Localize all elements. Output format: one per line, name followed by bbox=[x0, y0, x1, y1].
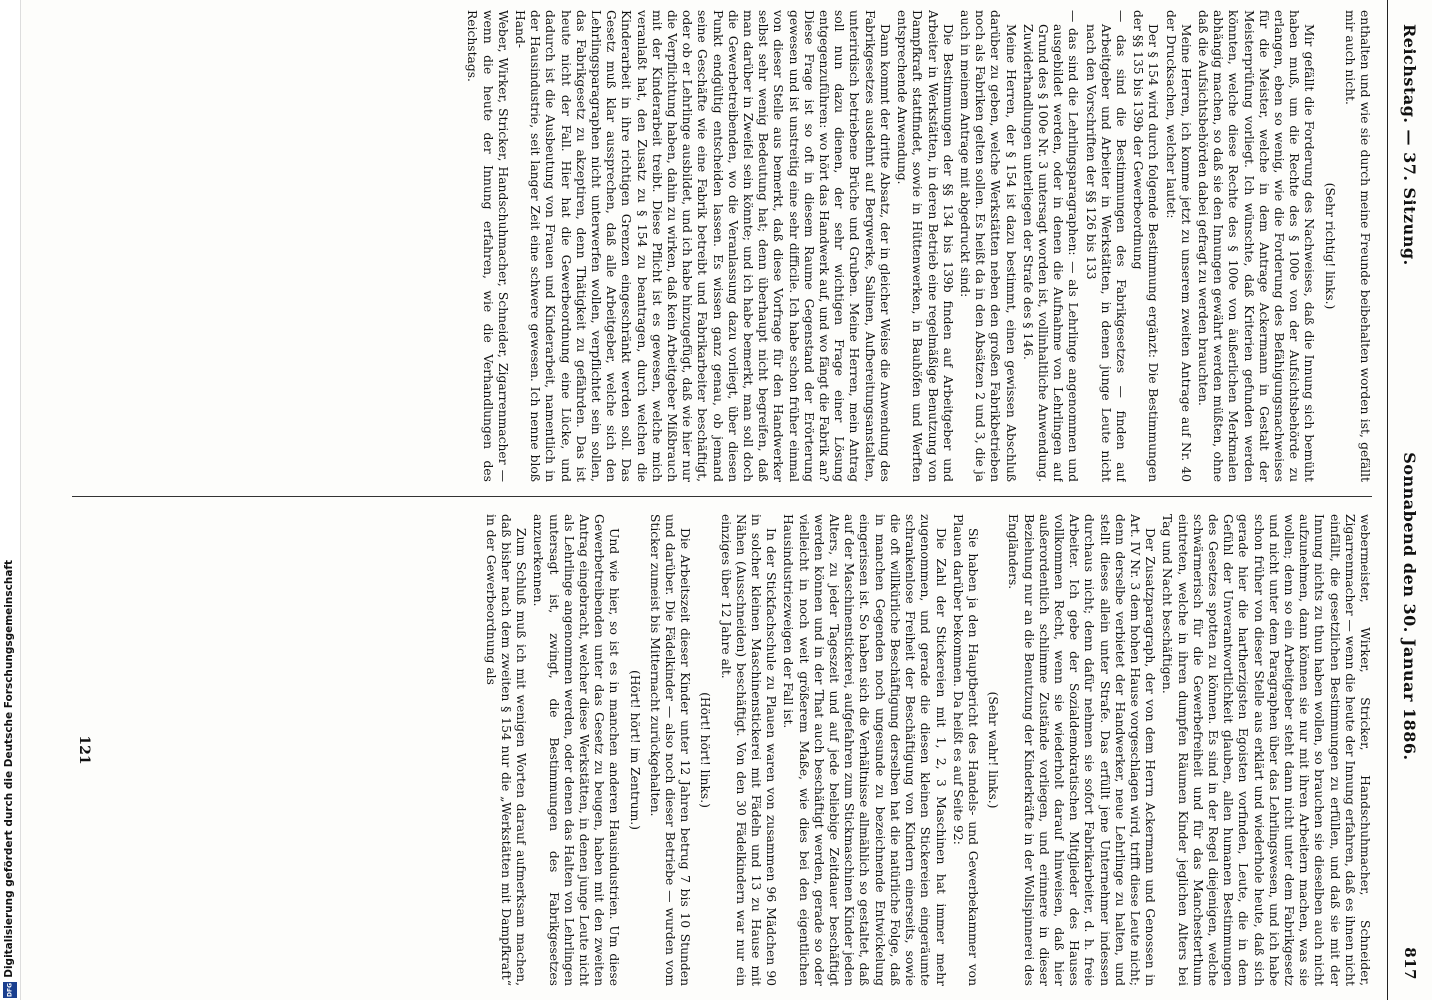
header-page-number: 817 bbox=[1401, 947, 1419, 980]
dfg-logo: DFG bbox=[3, 982, 17, 998]
paragraph: — das sind die Lehrlingsparagraphen: — als Lehrlinge angenommen und ausgebildet werden, oder in denen die Aufnahme von Lehrlingen auf Grund des § 100e Nr. 3 untersagt worden ist, vollinhaltliche Anwendung. Zuwiderhandlungen unterliegen der Strafe des § 146. bbox=[1020, 10, 1081, 482]
interjection: (Hört! hört! im Zentrum.) bbox=[627, 670, 642, 830]
paragraph: Meine Herren, ich komme jetzt zu unserem zweiten Antrage auf Nr. 40 der Drucksachen, welcher lautet: bbox=[1163, 10, 1193, 482]
paragraph: Dann kommt der dritte Absatz, der in gleicher Weise die Anwendung des Fabrikgesetzes ausdehnt auf Bergwerke, Salinen, Aufbereitungsanstalten, unterirdisch betriebene Brüche und Gruben. Meine Herren, mein Antrag soll nun dazu dienen, der sehr wichtigen Frage einer Lösung entgegenzuführen: wo hört das Handwerk auf, und wo fängt die Fabrik an? Diese Frage ist so oft in diesem Raume Gegenstand der Erörterung gewesen und ist unstreitig eine sehr difficile. Ich habe schon früher einmal von dieser Stelle aus bemerkt, daß diese Vorfrage für den Handwerker selbst sehr wenig Bedeutung hat; denn überhaupt nicht begreifen, daß man darüber in Zweifel sein könnte; und ich habe bemerkt, man soll doch die Gewerbetreibenden, wo die Veranlassung dazu vorliegt, über diesen Punkt endgültig entscheiden lassen. Es wissen ganz genau, ob jemand seine Geschäfte wie eine Fabrik betreibt und Fabrikarbeiter beschäftigt, oder ob er Lehrlinge ausbildet, und ich habe hinzugefügt, daß wie hier nur die Verpflichtung haben, dahin zu wirken, daß kein Arbeitgeber Mißbrauch mit der Kinderarbeit treibt. Diese Pflicht ist es gewesen, welche mich veranlaßt hat, den Zusatz zu § 154 zu beantragen, durch welchen die Kinderarbeit in ihre richtigen Grenzen eingeschränkt werden soll. Das Gesetz muß klar aussprechen, daß alle Arbeitgeber, welche sich den Lehrlingsparagraphen nicht unterwerfen wollen, verpflichtet sein sollen, das Fabrikgesetz zu akzeptiren, denn Thätigkeit zu gefährden. Das ist heute nicht der Fall. Hier hat die Gewerbeordnung eine Lücke, und dadurch ist die Ausbeutung von Frauen und Kinderarbeit, namentlich in der Hausindustrie, seit langer Zeit eine schwere gewesen. Ich nenne bloß Hand- bbox=[513, 10, 892, 482]
paragraph: enthalten und wie sie durch meine Freunde beibehalten worden ist, gefällt mir auch nicht. bbox=[1342, 10, 1372, 482]
digitization-sidebar bbox=[0, 0, 21, 1000]
left-column bbox=[32, 10, 1372, 482]
rotated-page-content bbox=[12, 0, 1432, 1000]
interjection: (Sehr richtig! links.) bbox=[1322, 182, 1337, 310]
paragraph: webermeister, Wirker, Stricker, Handschuhmacher, Schneider, Zigarrenmacher — wenn die heute der Innung erfahren, daß es ihnen nicht einfällt, die gesetzlichen Bestimmungen zu erfüllen, und daß sie mit der Innung nichts zu thun haben wollen, so brauchen sie dieselben auch nicht aufzunehmen, dann können sie nur mit ihren Arbeitern machen, was sie wollen; denn so ein Arbeitgeber steht dann nicht unter dem Fabrikgesetz und nicht unter dem Paragraphen über das Lehrlingswesen, und ich habe schon früher von dieser Stelle aus erklärt und wiederhole heute, daß sich gerade hier die hartherzigsten Egoisten vorfinden, Leute, die in dem Gefühl der Unverantwortlichkeit glauben, allen humanen Bestimmungen des Gesetzes spotten zu können. Es sind in der Regel diejenigen, welche schwärmerisch für die Gewerbefreiheit und für das Manchesterthum eintreten, welche in ihren dumpfen Räumen Kinder jeglichen Alters bei Tag und Nacht beschäftigen. bbox=[1160, 514, 1372, 986]
paragraph: Mir gefällt die Forderung des Nachweises, daß die Innung sich bemüht haben muß, um die Rechte des § 100e von der Aufsichtsbehörde zu erlangen, eben so wenig, wie die Forderung des Befähigungsnachweises für die Meister, welche in dem Antrage Ackermann in Gestalt der Meisterprüfung vorliegt. Ich wünschte, daß Kriterien gefunden werden könnten, welche diese Rechte des § 100e von äußerlichen Merkmalen abhängig machen, so daß sie den Innungen gewährt werden müßten, ohne daß die Aufsichtsbehörden dabei gefragt zu werden brauchten. bbox=[1195, 10, 1317, 482]
footer-page-number: 121 bbox=[76, 735, 92, 765]
paragraph: Die Bestimmungen der §§ 134 bis 139b finden auf Arbeitgeber und Arbeiter in Werkstätten, in deren Betrieb eine regelmäßige Benutzung von Dampfkraft stattfindet, sowie in Hüttenwerken, in Bauhöfen und Werften entsprechende Anwendung. bbox=[895, 10, 955, 482]
paragraph: In der Stickfachschule zu Plauen waren von zusammen 96 Mädchen 90 in solcher kleinen Maschinenstickerei mit Fädeln und 13 zu Hause mit Nähen (Ausschneiden) beschäftigt. Von den 30 Fädelkindern war nur ein einziges über 12 Jahre alt. bbox=[718, 514, 779, 986]
paragraph: Weber, Wirker, Stricker, Handschuhmacher, Schneider, Zigarrenmacher — wenn die heute der Innung erfahren, wie die Verhandlungen des Reichstags. bbox=[465, 10, 510, 482]
column-divider bbox=[72, 496, 1372, 497]
header-left: Reichstag. — 37. Sitzung. bbox=[1400, 24, 1420, 266]
interjection: (Sehr wahr! links.) bbox=[986, 691, 1001, 809]
paragraph: Die Arbeitszeit dieser Kinder unter 12 Jahren betrug 7 bis 10 Stunden und darüber. Die Fädelkinder — also noch dieser Betriebe — wurden vom Sticker zumeist bis Mitternacht zurückgehalten. bbox=[647, 514, 693, 986]
paragraph: Der Zusatzparagraph, der von dem Herrn Ackermann und Genossen in Art. IV Nr. 3 dem hohen Hause vorgeschlagen wird, trifft diese Leute nicht; denn derselbe verbietet der Handwerker, neue Lehrlinge zu halten, und stellt dieses allein unter Strafe. Das erfüllt jene Unternehmer indessen durchaus nicht; denn dafür nehmen sie sofort Fabrikarbeiter, d. h. freie Arbeiter. Ich gebe der Sozialdemokratischen Mitglieder des Hauses vollkommen Recht, wenn sie wiederholt darauf hinweisen, daß hier außerordentlich schlimme Zustände vorliegen, und erinnere in dieser Beziehung nur an die Benutzung der Kinderkräfte in der Wollspinnerei des Engländers. bbox=[1006, 514, 1158, 986]
paragraph: Der § 154 wird durch folgende Bestimmung ergänzt: Die Bestimmungen der §§ 135 bis 139b der Gewerbeordnung bbox=[1131, 10, 1161, 482]
right-column bbox=[32, 514, 1372, 986]
funding-note: Digitalisierung gefördert durch die Deutsche Forschungsgemeinschaft bbox=[3, 560, 15, 978]
paragraph: Meine Herren, der § 154 ist dazu bestimmt, einen gewissen Abschluß darüber zu geben, welche Werkstätten neben den großen Fabrikbetrieben noch als Fabriken gelten sollen. Es heißt da in den Absätzen 2 und 3, die ja auch in meinem Antrage mit abgedruckt sind: bbox=[957, 10, 1018, 482]
paragraph: Und wie hier, so ist es in manchen anderen Hausindustrien. Um diese Gewerbetreibenden unter das Gesetz zu beugen, haben mit den zweiten Antrag eingebracht, welcher diese Werkstätten, in denen junge Leute nicht als Lehrlinge angenommen werden, oder denen das Halten von Lehrlingen untersagt ist, zwingt, die Bestimmungen des Fabrikgesetzes anzuerkennen. bbox=[531, 514, 622, 986]
interjection: (Hört! hört! links.) bbox=[698, 692, 713, 808]
paragraph: — das sind die Bestimmungen des Fabrikgesetzes — finden auf Arbeitgeber und Arbeiter in Werkstätten, in denen junge Leute nicht nach den Vorschriften der §§ 126 bis 133 bbox=[1083, 10, 1128, 482]
paragraph: Sie haben ja den Hauptbericht des Handels- und Gewerbekammer von Plauen darüber bekommen. Da heißt es auf Seite 92: bbox=[950, 514, 980, 986]
header-date: Sonnabend den 30. Januar 1886. bbox=[1400, 452, 1420, 761]
page-header bbox=[1387, 0, 1432, 1000]
paragraph: Zum Schluß muß ich mit wenigen Worten darauf aufmerksam machen, daß bisher nach dem zweiten § 154 nur die „Werkstätten mit Dampfkraft“ in der Gewerbeordnung als bbox=[483, 514, 529, 986]
paragraph: Die Zahl der Stickereien mit 1, 2, 3 Maschinen hat immer mehr zugenommen, und gerade die diesen kleinen Stickereien eingeräumte schrankenlose Freiheit der Beschäftigung von Kindern einerseits, sowie die oft willkürliche Beschäftigung derselben hat die natürliche Folge, daß in manchen Gegenden noch ungesunde zu bezeichnende Entwickelung eingerissen ist. So haben sich die Verhältnisse allmählich so gestaltet, daß auf der Maschinenstickerei, aufgefahren zum Stickmaschinen Kinder jeden Alters, zu jeder Tageszeit und auf jede beliebige Zeitdauer beschäftigt werden können und in der That auch beschäftigt werden, gerade so oder vielleicht in noch weit größerem Maße, wie dies bei den eigentlichen Hausindustriezweigen der Fall ist. bbox=[781, 514, 948, 986]
